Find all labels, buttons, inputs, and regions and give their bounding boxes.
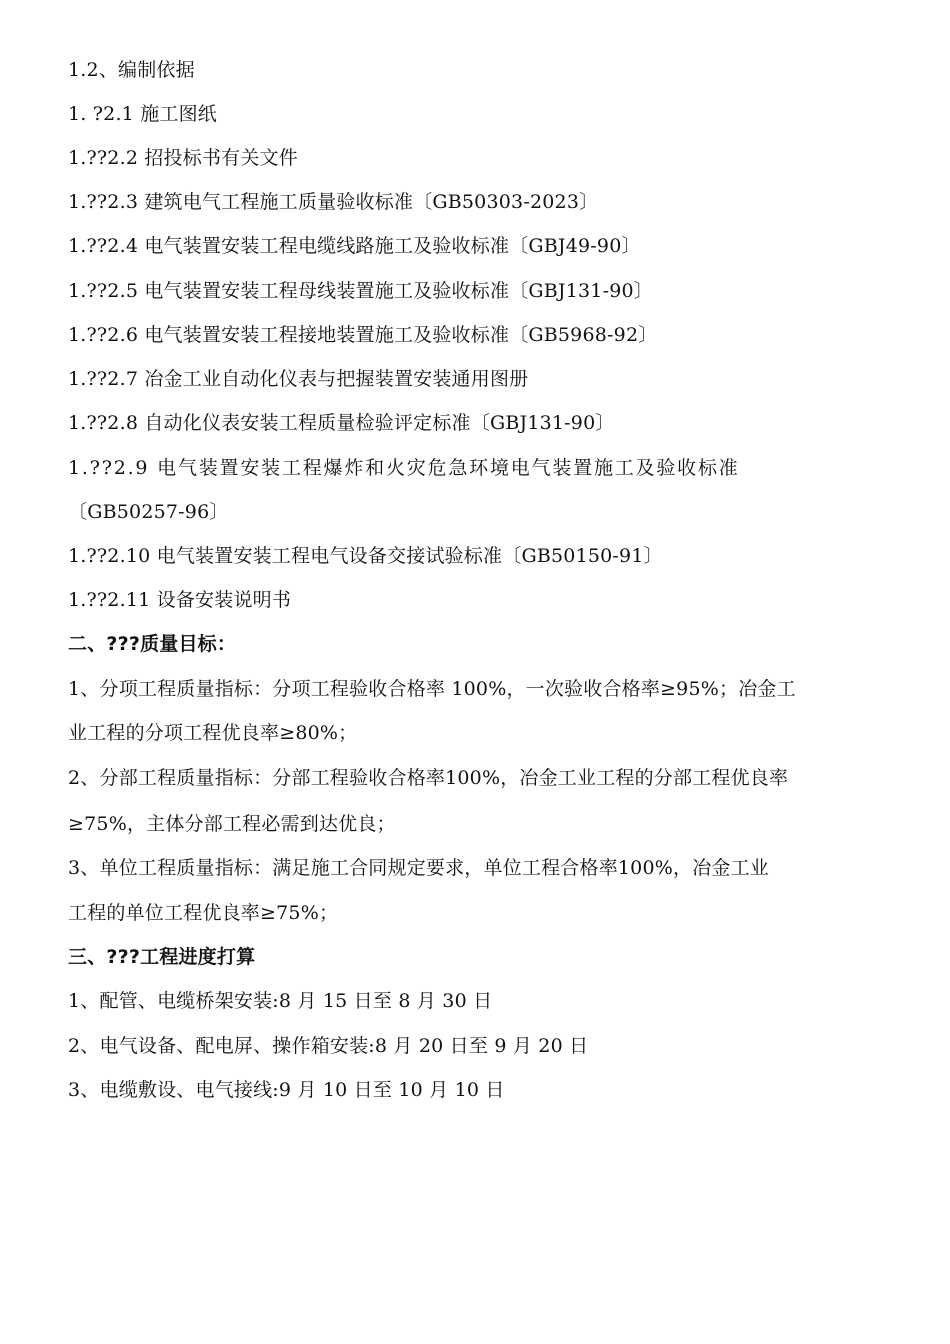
quality-paragraph-1-line-2: 业工程的分项工程优良率≥80%；	[68, 722, 358, 744]
basis-item-11: 1.??2.11 设备安装说明书	[68, 589, 292, 611]
schedule-heading: 三、???工程进度打算	[68, 946, 256, 968]
basis-item-5: 1.??2.5 电气装置安装工程母线装置施工及验收标准〔GBJ131-90〕	[68, 280, 653, 302]
basis-item-6: 1.??2.6 电气装置安装工程接地装置施工及验收标准〔GB5968-92〕	[68, 324, 658, 346]
quality-paragraph-2-line-2: ≥75%，主体分部工程必需到达优良；	[68, 813, 396, 835]
quality-paragraph-2-line-1: 2、分部工程质量指标：分部工程验收合格率100%，冶金工业工程的分部工程优良率	[68, 767, 789, 789]
quality-heading: 二、???质量目标：	[68, 633, 237, 655]
basis-title: 1.2、编制依据	[68, 59, 195, 81]
quality-paragraph-3-line-2: 工程的单位工程优良率≥75%；	[68, 902, 339, 924]
basis-item-9-line-1: 1.??2.9 电气装置安装工程爆炸和火灾危急环境电气装置施工及验收标准	[68, 457, 740, 479]
basis-item-8: 1.??2.8 自动化仪表安装工程质量检验评定标准〔GBJ131-90〕	[68, 412, 615, 434]
schedule-item-1: 1、配管、电缆桥架安装:8 月 15 日至 8 月 30 日	[68, 990, 493, 1012]
basis-item-2: 1.??2.2 招投标书有关文件	[68, 147, 298, 169]
basis-item-1: 1. ?2.1 施工图纸	[68, 103, 218, 125]
basis-item-10: 1.??2.10 电气装置安装工程电气设备交接试验标准〔GB50150-91〕	[68, 545, 663, 567]
quality-paragraph-3-line-1: 3、单位工程质量指标：满足施工合同规定要求，单位工程合格率100%，冶金工业	[68, 857, 770, 879]
basis-item-3: 1.??2.3 建筑电气工程施工质量验收标准〔GB50303-2023〕	[68, 191, 599, 213]
schedule-item-3: 3、电缆敷设、电气接线:9 月 10 日至 10 月 10 日	[68, 1079, 505, 1101]
basis-item-7: 1.??2.7 冶金工业自动化仪表与把握装置安装通用图册	[68, 368, 529, 390]
quality-paragraph-1-line-1: 1、分项工程质量指标：分项工程验收合格率 100%，一次验收合格率≥95%；冶金工	[68, 678, 796, 700]
basis-item-9-line-2: 〔GB50257-96〕	[68, 501, 229, 523]
schedule-item-2: 2、电气设备、配电屏、操作箱安装:8 月 20 日至 9 月 20 日	[68, 1035, 589, 1057]
basis-item-4: 1.??2.4 电气装置安装工程电缆线路施工及验收标准〔GBJ49-90〕	[68, 235, 641, 257]
